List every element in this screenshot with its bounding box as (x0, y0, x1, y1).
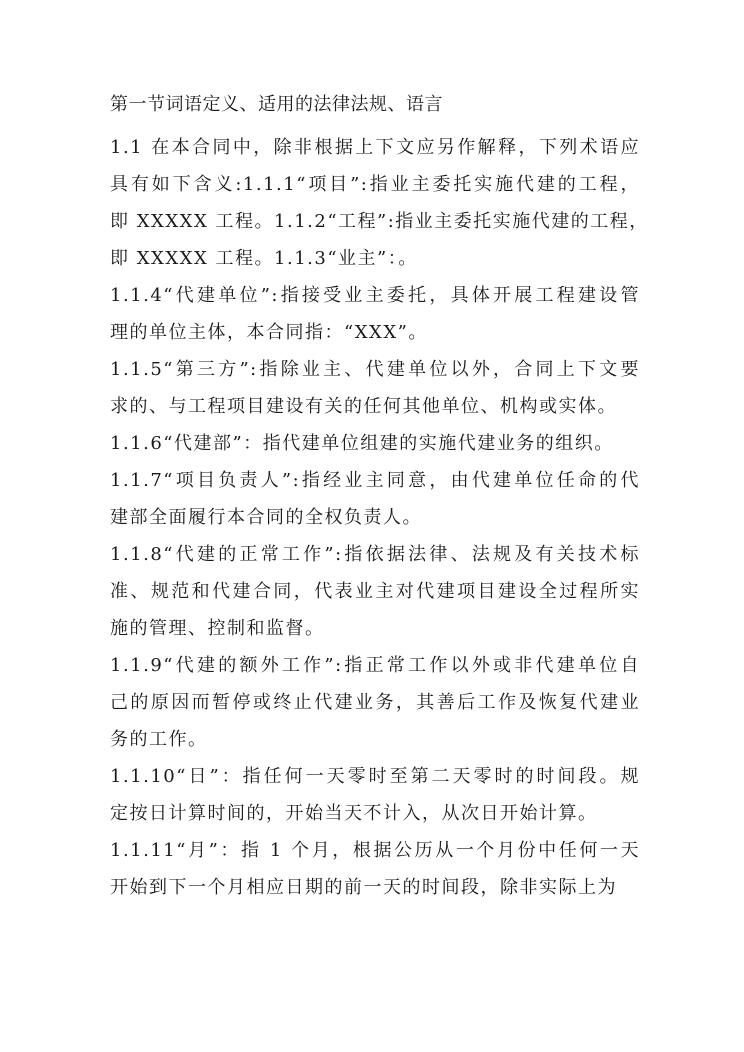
document-body (110, 92, 649, 906)
text-line: 1.1.9“代建的额外工作”:指正常工作以外或非代建单位自 (110, 655, 640, 676)
paragraph (110, 351, 640, 425)
paragraph (110, 462, 640, 536)
section-heading: 第一节词语定义、适用的法律法规、语言 (110, 94, 443, 115)
text-line: 即 XXXXX 工程。1.1.2“工程”:指业主委托实施代建的工程， (110, 211, 649, 232)
text-line: 理的单位主体，本合同指：“XXX”。 (110, 322, 428, 343)
paragraph (110, 425, 640, 462)
text-line: 1.1.7“项目负责人”:指经业主同意，由代建单位任命的代 (110, 470, 640, 491)
text-line: 1.1.4“代建单位”:指接受业主委托，具体开展工程建设管 (110, 285, 640, 306)
text-line: 开始到下一个月相应日期的前一天的时间段，除非实际上为 (110, 877, 617, 898)
text-line: 求的、与工程项目建设有关的任何其他单位、机构或实体。 (110, 396, 617, 417)
text-line: 1.1.5“第三方”:指除业主、代建单位以外，合同上下文要 (110, 359, 640, 380)
text-line: 1.1 在本合同中，除非根据上下文应另作解释，下列术语应 (110, 137, 640, 158)
text-line: 施的管理、控制和监督。 (110, 618, 325, 639)
paragraph (110, 647, 640, 758)
text-line: 1.1.6“代建部”：指代建单位组建的实施代建业务的组织。 (110, 433, 614, 454)
text-line: 1.1.11“月”：指 1 个月，根据公历从一个月份中任何一天 (110, 840, 640, 861)
paragraph (110, 758, 640, 832)
text-line: 1.1.8“代建的正常工作”:指依据法律、法规及有关技术标 (110, 544, 640, 565)
paragraph (110, 536, 640, 647)
text-line: 1.1.10“日”：指任何一天零时至第二天零时的时间段。规 (110, 766, 640, 787)
text-line: 即 XXXXX 工程。1.1.3“业主”：。 (110, 248, 418, 269)
paragraph (110, 277, 640, 351)
paragraph (110, 129, 649, 277)
text-line: 具有如下含义:1.1.1“项目”:指业主委托实施代建的工程， (110, 174, 640, 195)
text-line: 定按日计算时间的，开始当天不计入，从次日开始计算。 (110, 803, 598, 824)
text-line: 务的工作。 (110, 729, 208, 750)
text-line: 准、规范和代建合同，代表业主对代建项目建设全过程所实 (110, 581, 640, 602)
text-line: 建部全面履行本合同的全权负责人。 (110, 507, 422, 528)
paragraph-list (110, 129, 649, 906)
paragraph (110, 832, 640, 906)
text-line: 己的原因而暂停或终止代建业务，其善后工作及恢复代建业 (110, 692, 640, 713)
